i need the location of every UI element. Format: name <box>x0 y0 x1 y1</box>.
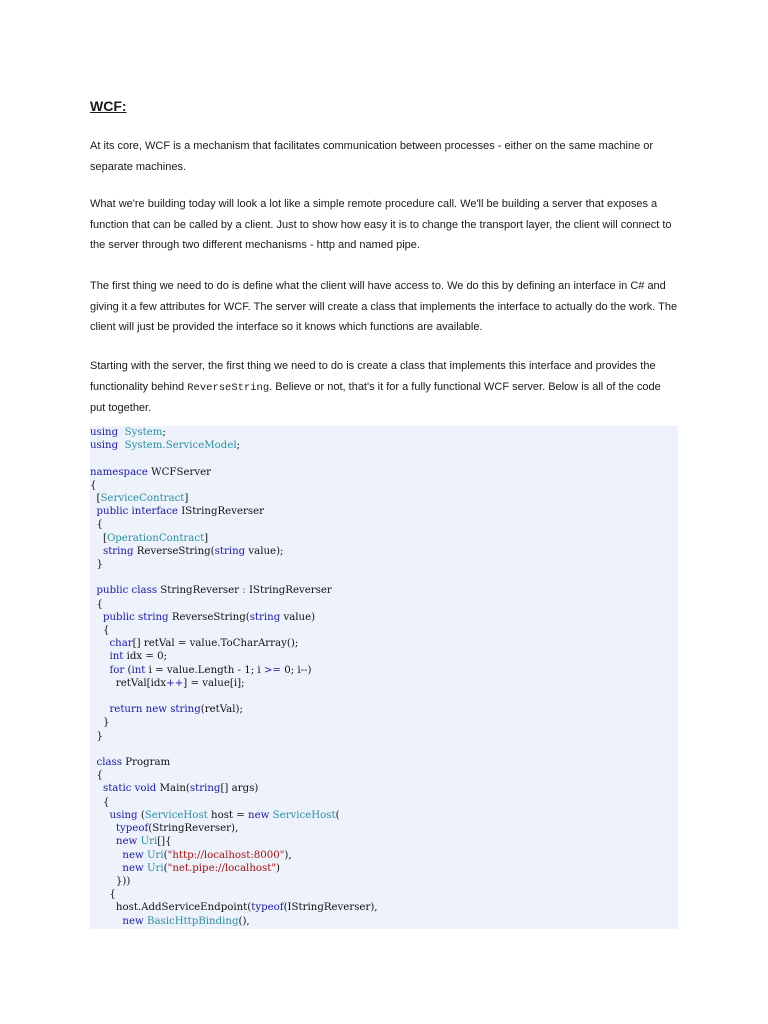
code-token: ( <box>137 809 145 821</box>
code-line <box>90 743 678 756</box>
code-token: StringReverser <box>157 585 243 597</box>
code-line <box>90 888 678 901</box>
paragraph-server-text-after: . Believe or not, that's it for a fully functional WCF server. Below is all of the code put together. <box>90 380 661 414</box>
code-token: string <box>102 545 134 557</box>
code-token: public string <box>102 611 169 623</box>
code-line <box>90 835 678 848</box>
code-token: "net.pipe://localhost" <box>167 862 277 874</box>
code-token: })) <box>90 875 131 887</box>
code-token: ( <box>335 809 340 821</box>
code-token <box>90 612 103 623</box>
code-token: namespace <box>90 466 148 478</box>
code-token: new <box>122 915 144 927</box>
code-token <box>90 651 109 662</box>
code-line <box>90 664 678 677</box>
code-token: { <box>90 770 103 782</box>
code-line <box>90 809 678 822</box>
code-token: new <box>122 862 144 874</box>
page-title: WCF: <box>90 98 127 114</box>
code-token: ServiceContract <box>100 493 185 505</box>
code-token: typeof <box>115 823 149 835</box>
code-line <box>90 822 678 835</box>
code-token: "http://localhost:8000" <box>167 849 285 861</box>
code-token: using <box>109 809 138 821</box>
code-line <box>90 756 678 769</box>
code-token: IStringReverser <box>245 585 332 597</box>
code-line <box>90 690 678 703</box>
code-token: } <box>90 717 110 729</box>
code-token: Uri <box>140 836 158 848</box>
code-token: [] args) <box>220 783 259 795</box>
paragraph-server <box>90 356 678 419</box>
code-token: static void <box>102 783 157 795</box>
code-token: new <box>248 809 270 821</box>
code-token: using <box>90 427 119 438</box>
code-token: ReverseString( <box>168 611 250 623</box>
code-line <box>90 915 678 928</box>
code-line <box>90 862 678 875</box>
code-token: retVal[idx <box>90 677 167 689</box>
code-line <box>90 611 678 624</box>
code-token: ( <box>163 862 168 874</box>
code-token: : <box>242 585 246 597</box>
code-line <box>90 677 678 690</box>
code-line <box>90 518 678 531</box>
code-token <box>90 783 103 794</box>
code-token: Uri <box>146 849 164 861</box>
code-token: new <box>115 836 138 848</box>
code-line <box>90 796 678 809</box>
inline-code-reversestring: ReverseString <box>187 381 270 394</box>
code-token: ( <box>124 664 132 676</box>
code-token: (StringReverser), <box>148 823 239 835</box>
code-token: [] retVal = value.ToCharArray(); <box>132 638 299 650</box>
code-token: (IStringReverser), <box>283 902 378 914</box>
code-line <box>90 558 678 571</box>
code-token: value) <box>280 611 316 623</box>
code-line <box>90 439 678 452</box>
code-token: string <box>214 545 246 557</box>
code-line <box>90 769 678 782</box>
code-token: public class <box>96 585 158 597</box>
code-token: i = value.Length - 1; i <box>145 664 264 676</box>
code-line <box>90 716 678 729</box>
code-token: idx = 0; <box>123 651 168 663</box>
code-token: ServiceHost <box>272 809 336 821</box>
code-token: ; <box>236 440 241 452</box>
paragraph-building: What we're building today will look a lot like a simple remote procedure call. We'll be building a server that exposes a function that can be called by a client. Just to show how easy it is to change the transport layer, the client will connect to the server through two different mechanisms - http and named pipe. <box>90 198 672 251</box>
code-token: char <box>109 638 133 650</box>
code-token <box>90 665 109 676</box>
code-line <box>90 571 678 584</box>
code-line <box>90 545 678 558</box>
code-token: } <box>90 559 103 571</box>
code-token: ++ <box>166 677 184 689</box>
code-token: { <box>90 598 103 610</box>
code-token: string <box>249 611 281 623</box>
code-token <box>90 546 103 557</box>
code-token <box>90 916 122 927</box>
code-token: class <box>96 757 122 769</box>
code-token <box>90 704 109 715</box>
code-token: WCFServer <box>147 466 211 478</box>
code-token: (), <box>238 915 250 927</box>
code-line <box>90 584 678 597</box>
code-token: (retVal); <box>200 704 243 716</box>
code-token: ) <box>276 862 281 874</box>
code-token: Uri <box>146 862 164 874</box>
code-token: Main( <box>156 783 190 795</box>
code-line <box>90 901 678 914</box>
code-line <box>90 637 678 650</box>
code-token: ; <box>162 427 166 438</box>
code-line <box>90 598 678 611</box>
code-token <box>90 638 109 649</box>
code-token: ] = value[i]; <box>183 677 245 689</box>
code-token: return new string <box>109 704 201 716</box>
code-token: host.AddServiceEndpoint( <box>90 902 252 914</box>
code-token: for <box>109 664 125 676</box>
code-line <box>90 492 678 505</box>
code-token: System.ServiceModel <box>124 440 237 452</box>
code-token: []{ <box>157 836 172 848</box>
code-token: System <box>124 427 163 438</box>
code-token: >= <box>263 664 281 676</box>
code-token: typeof <box>251 902 284 914</box>
code-token: public interface <box>96 506 178 518</box>
code-line <box>90 650 678 663</box>
paragraph-interface: The first thing we need to do is define what the client will have access to. We do this by defining an interface in C# and giving it a few attributes for WCF. The server will create a class that implements the interface to actually do the work. The client will just be provided the interface so it knows which functions are available. <box>90 280 678 333</box>
code-line <box>90 782 678 795</box>
code-token: } <box>90 730 103 742</box>
code-block <box>90 426 678 929</box>
code-token <box>90 810 109 821</box>
code-token: ] <box>204 532 209 544</box>
code-token <box>90 823 116 834</box>
code-line <box>90 730 678 743</box>
code-line <box>90 505 678 518</box>
code-token: ( <box>163 849 168 861</box>
code-token: ReverseString( <box>133 545 215 557</box>
code-token: new <box>122 849 144 861</box>
paragraph-server-text-before: Starting with the server, the first thing we need to do is create a class that implements this interface and provides the functionality behind <box>90 360 656 393</box>
code-token: int <box>131 664 146 676</box>
code-token <box>90 850 122 861</box>
code-token: [ <box>90 532 107 544</box>
code-line <box>90 875 678 888</box>
code-token: ServiceHost <box>144 809 208 821</box>
code-token: IStringReverser <box>177 506 264 518</box>
code-token: Program <box>121 757 171 769</box>
code-token: int <box>109 651 124 663</box>
code-token: ), <box>284 849 292 861</box>
code-token: host = <box>207 809 249 821</box>
code-token: { <box>90 796 110 808</box>
code-token: value); <box>245 545 284 557</box>
code-token: { <box>90 519 103 531</box>
code-token: string <box>189 783 221 795</box>
code-token: 0; i--) <box>280 664 312 676</box>
code-token: OperationContract <box>106 532 205 544</box>
code-token: using <box>90 440 119 452</box>
code-token: { <box>90 479 97 491</box>
code-line <box>90 452 678 465</box>
code-token <box>90 863 122 874</box>
code-listing <box>90 426 678 928</box>
code-line <box>90 479 678 492</box>
code-token: [ <box>90 493 101 505</box>
code-line <box>90 703 678 716</box>
code-line <box>90 849 678 862</box>
code-token: BasicHttpBinding <box>146 915 239 927</box>
code-line <box>90 624 678 637</box>
paragraph-intro: At its core, WCF is a mechanism that facilitates communication between processes - either on the same machine or separate machines. <box>90 140 654 173</box>
code-line <box>90 426 678 439</box>
code-line <box>90 466 678 479</box>
code-token: { <box>90 625 110 637</box>
code-token: ] <box>184 493 189 505</box>
code-token <box>90 836 116 847</box>
code-line <box>90 532 678 545</box>
code-token: { <box>90 889 116 901</box>
